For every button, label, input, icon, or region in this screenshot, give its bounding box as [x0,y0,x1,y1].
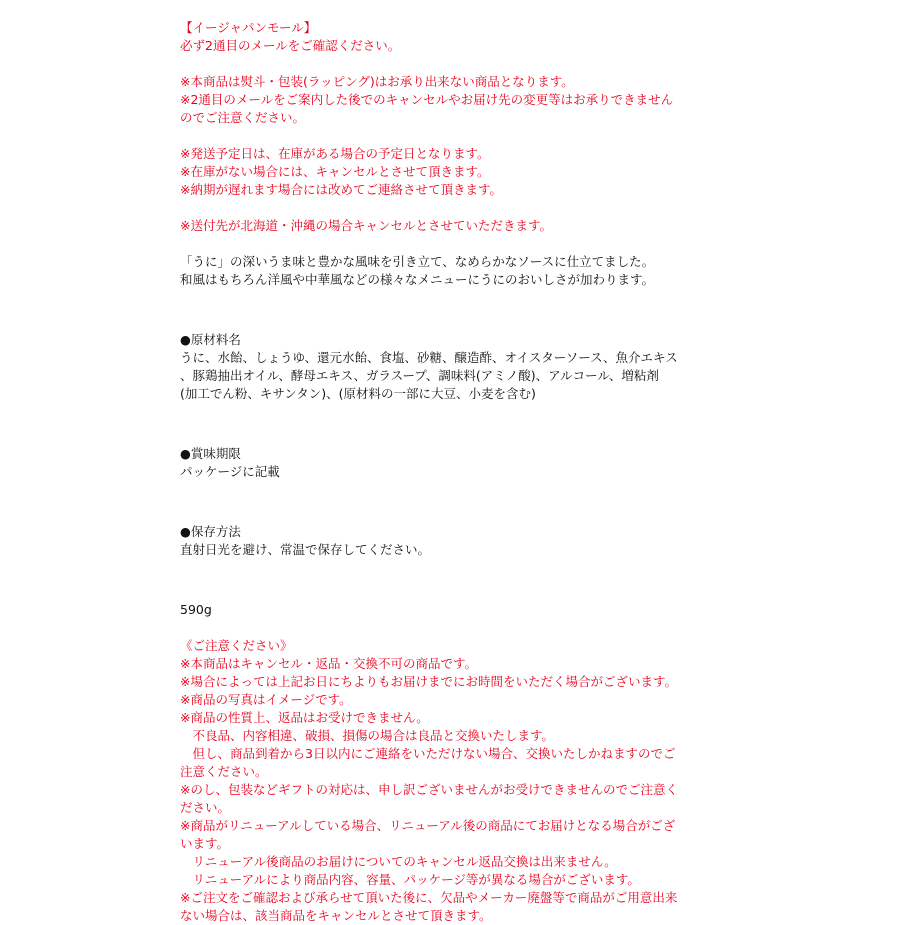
storage-heading: ●保存方法 [180,524,241,539]
check-email-note: 必ず2通目のメールをご確認ください。 [180,38,401,53]
caution-line: ※商品の写真はイメージです。 [180,692,352,707]
product-notes-document [180,19,880,925]
shop-header [180,19,880,55]
caution-section [180,637,880,925]
notice-line: ※本商品は熨斗・包装(ラッピング)はお承り出来ない商品となります。 [180,74,574,89]
caution-line: ない場合は、該当商品をキャンセルとさせて頂きます。 [180,908,492,923]
wrapping-cancel-notice [180,73,880,127]
ingredients-section [180,331,880,403]
caution-line: います。 [180,836,230,851]
ingredients-line: (加工でん粉、キサンタン)、(原材料の一部に大豆、小麦を含む) [180,386,536,401]
caution-line: 但し、商品到着から3日以内にご連絡をいただけない場合、交換いたしかねますのでご [180,746,676,761]
expiry-text: パッケージに記載 [180,464,280,479]
region-notice [180,217,880,235]
ingredients-line: 、豚鶏抽出オイル、酵母エキス、ガラスープ、調味料(アミノ酸)、アルコール、増粘剤 [180,368,659,383]
caution-line: ※商品がリニューアルしている場合、リニューアル後の商品にてお届けとなる場合がござ [180,818,676,833]
caution-line: ※ご注文をご確認および承らせて頂いた後に、欠品やメーカー廃盤等で商品がご用意出来 [180,890,678,905]
notice-line: ※納期が遅れます場合には改めてご連絡させて頂きます。 [180,182,502,197]
ingredients-line: うに、水飴、しょうゆ、還元水飴、食塩、砂糖、醸造酢、オイスターソース、魚介エキス [180,350,678,365]
caution-heading: 《ご注意ください》 [180,638,293,653]
caution-line: リニューアル後商品のお届けについてのキャンセル返品交換は出来ません。 [180,854,617,869]
shipping-notice [180,145,880,199]
notice-line: のでご注意ください。 [180,110,306,125]
expiry-heading: ●賞味期限 [180,446,241,461]
notice-line: ※送付先が北海道・沖縄の場合キャンセルとさせていただきます。 [180,218,552,233]
caution-line: ださい。 [180,800,231,815]
notice-line: ※2通目のメールをご案内した後でのキャンセルやお届け先の変更等はお承りできません [180,92,674,107]
caution-line: 不良品、内容相違、破損、損傷の場合は良品と交換いたします。 [180,728,555,743]
caution-line: ※のし、包装などギフトの対応は、申し訳ございませんがお受けできませんのでご注意く [180,782,678,797]
caution-line: 注意ください。 [180,764,268,779]
ingredients-heading: ●原材料名 [180,332,241,347]
product-description [180,253,880,289]
caution-line: ※場合によっては上記お日にちよりもお届けまでにお時間をいただく場合がございます。 [180,674,677,689]
description-line: 和風はもちろん洋風や中華風などの様々なメニューにうにのおいしさが加わります。 [180,272,655,287]
caution-line: ※本商品はキャンセル・返品・交換不可の商品です。 [180,656,477,671]
storage-text: 直射日光を避け、常温で保存してください。 [180,542,431,557]
description-line: 「うに」の深いうま味と豊かな風味を引き立て、なめらかなソースに仕立てました。 [180,254,655,269]
expiry-section [180,445,880,481]
storage-section [180,523,880,559]
caution-line: ※商品の性質上、返品はお受けできません。 [180,710,429,725]
notice-line: ※在庫がない場合には、キャンセルとさせて頂きます。 [180,164,490,179]
caution-line: リニューアルにより商品内容、容量、パッケージ等が異なる場合がございます。 [180,872,640,887]
net-weight: 590g [180,602,212,617]
notice-line: ※発送予定日は、在庫がある場合の予定日となります。 [180,146,490,161]
shop-name: 【イージャパンモール】 [180,20,317,35]
